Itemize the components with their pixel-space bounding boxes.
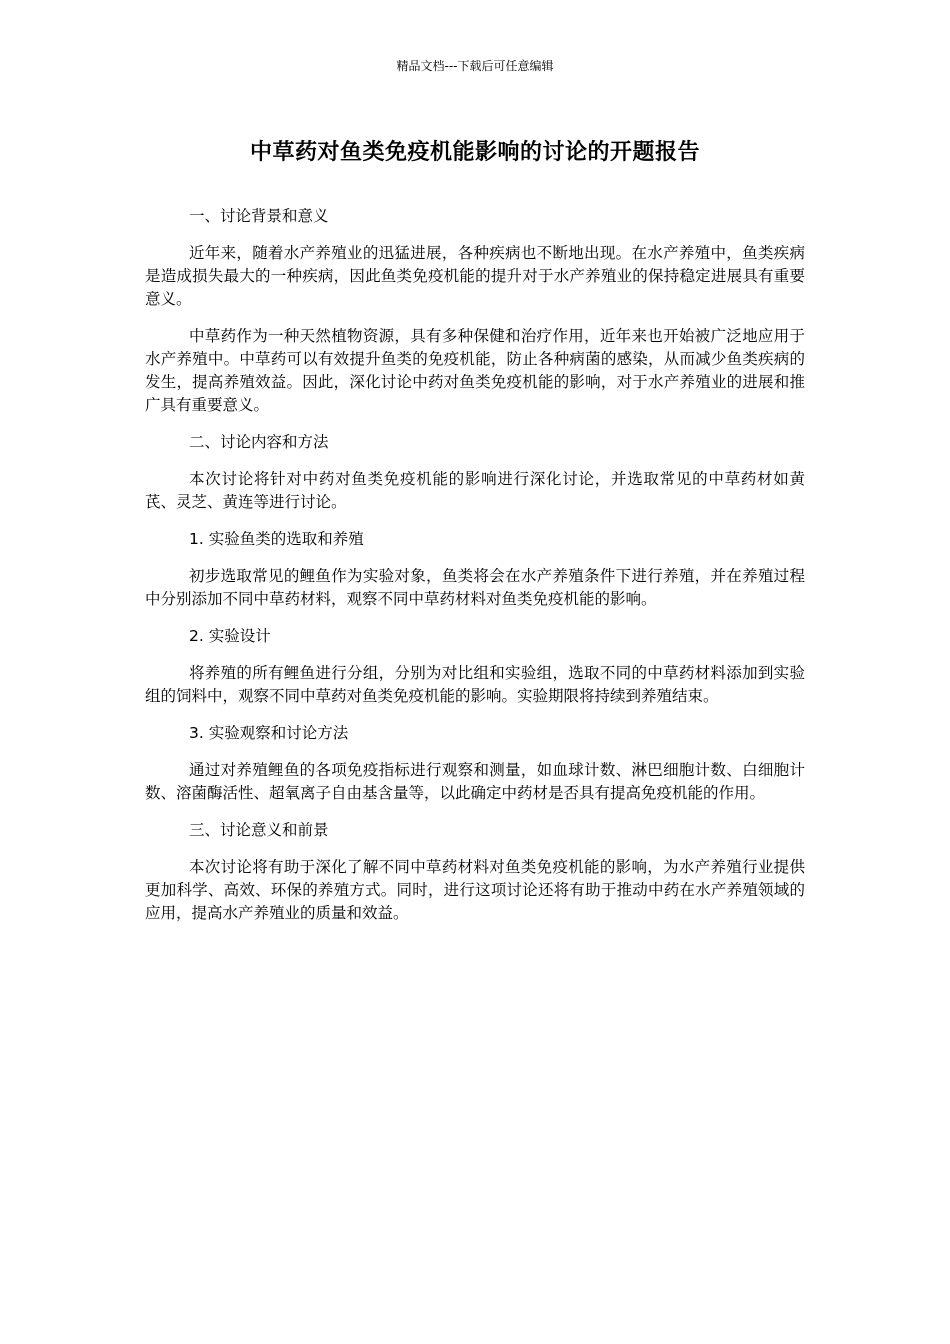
paragraph-observation-methods: 通过对养殖鲤鱼的各项免疫指标进行观察和测量，如血球计数、淋巴细胞计数、白细胞计数、溶菌酶活性、超氧离子自由基含量等，以此确定中药材是否具有提高免疫机能的作用。 xyxy=(145,761,805,802)
paragraph-background-1: 近年来，随着水产养殖业的迅猛进展，各种疾病也不断地出现。在水产养殖中，鱼类疾病是造成损失最大的一种疾病，因此鱼类免疫机能的提升对于水产养殖业的保持稳定进展具有重要意义。 xyxy=(145,244,805,308)
paragraph-content-intro: 本次讨论将针对中药对鱼类免疫机能的影响进行深化讨论，并选取常见的中草药材如黄芪、灵芝、黄连等进行讨论。 xyxy=(145,470,805,511)
section-heading-content-methods: 二、讨论内容和方法 xyxy=(189,433,329,451)
section-heading-background: 一、讨论背景和意义 xyxy=(189,207,329,225)
page-header: 精品文档---下载后可任意编辑 xyxy=(396,59,554,73)
paragraph-background-2: 中草药作为一种天然植物资源，具有多种保健和治疗作用，近年来也开始被广泛地应用于水产养殖中。中草药可以有效提升鱼类的免疫机能，防止各种病菌的感染，从而减少鱼类疾病的发生，提高养殖效益。因此，深化讨论中药对鱼类免疫机能的影响，对于水产养殖业的进展和推广具有重要意义。 xyxy=(145,327,805,414)
paragraph-fish-selection: 初步选取常见的鲤鱼作为实验对象，鱼类将会在水产养殖条件下进行养殖，并在养殖过程中分别添加不同中草药材料，观察不同中草药材料对鱼类免疫机能的影响。 xyxy=(145,567,805,608)
subheading-experiment-design: 2. 实验设计 xyxy=(189,627,271,645)
section-heading-significance: 三、讨论意义和前景 xyxy=(189,821,329,839)
subheading-fish-selection: 1. 实验鱼类的选取和养殖 xyxy=(189,530,364,548)
paragraph-significance: 本次讨论将有助于深化了解不同中草药材料对鱼类免疫机能的影响，为水产养殖行业提供更加科学、高效、环保的养殖方式。同时，进行这项讨论还将有助于推动中药在水产养殖领域的应用，提高水产养殖业的质量和效益。 xyxy=(145,858,805,922)
paragraph-experiment-design: 将养殖的所有鲤鱼进行分组，分别为对比组和实验组，选取不同的中草药材料添加到实验组的饲料中，观察不同中草药对鱼类免疫机能的影响。实验期限将持续到养殖结束。 xyxy=(145,664,805,705)
subheading-observation-methods: 3. 实验观察和讨论方法 xyxy=(189,724,349,742)
document-body xyxy=(145,205,805,939)
document-title: 中草药对鱼类免疫机能影响的讨论的开题报告 xyxy=(249,140,700,165)
